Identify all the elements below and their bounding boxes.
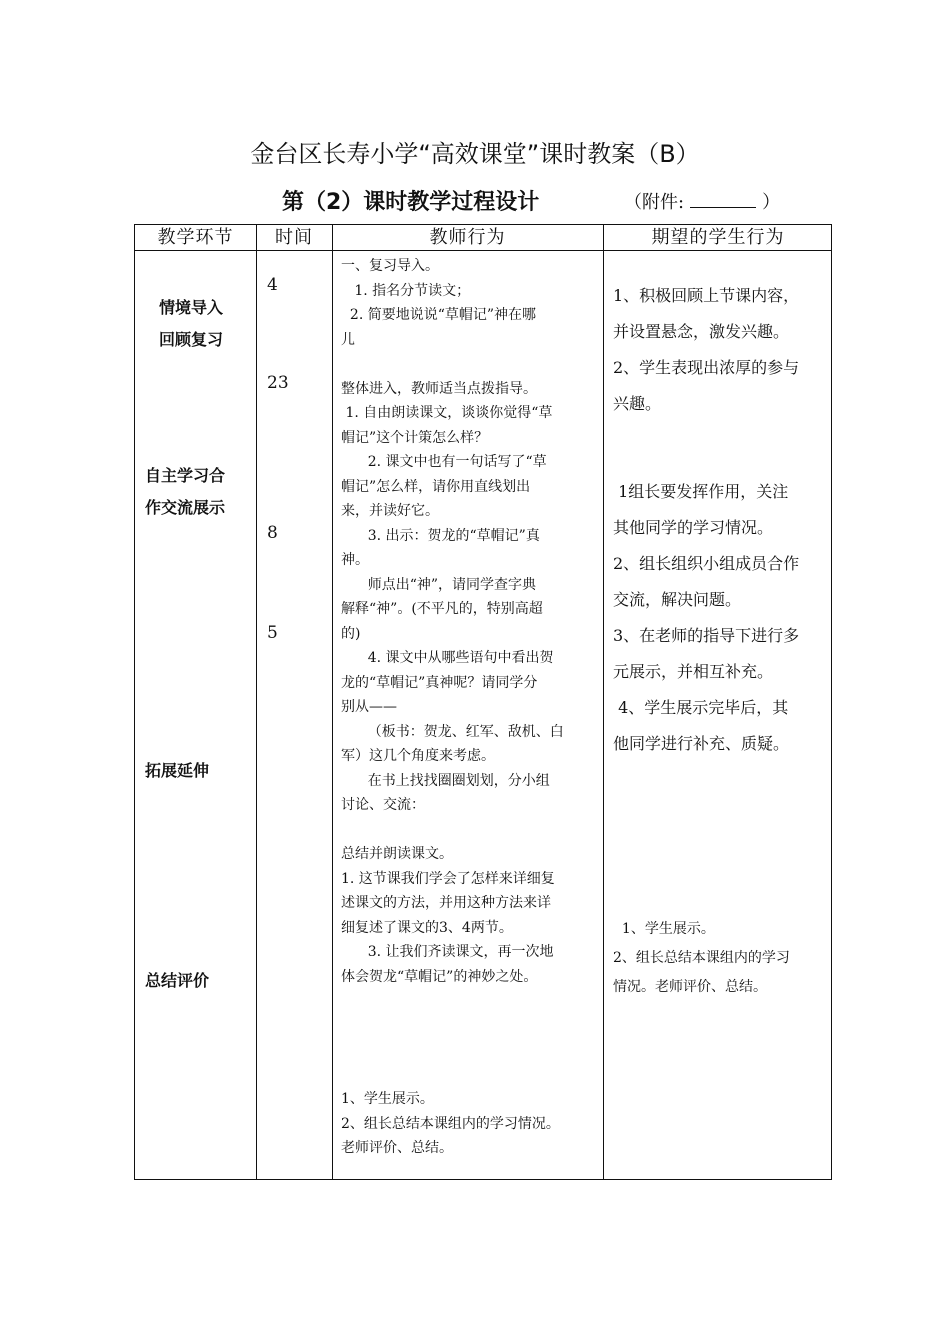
header-student: 期望的学生行为 [651, 227, 785, 248]
teacher-line: 师点出“神”，请同学查字典 [341, 576, 537, 593]
teacher-line: 3. 让我们齐读课文，再一次地 [341, 944, 554, 960]
teacher-line: 2. 简要地说说“草帽记”神在哪 [341, 307, 537, 323]
teacher-line [341, 1063, 603, 1088]
teacher-line: 神。 [341, 552, 369, 568]
student-line: 2、学生表现出浓厚的参与 [613, 358, 800, 377]
student-line: 1、学生展示。 [613, 921, 715, 937]
stage-intro [159, 292, 223, 356]
teacher-line: 帽记”这个计策怎么样？ [341, 429, 489, 446]
teacher-line: 解释“神”。(不平凡的，特别高超 [341, 601, 543, 617]
teacher-line: 4. 课文中从哪些语句中看出贺 [341, 650, 554, 666]
attachment-label: （附件: [624, 192, 685, 213]
teacher-line: 军）这几个角度来考虑。 [341, 748, 495, 764]
attachment-blank [690, 207, 756, 208]
teacher-line [341, 989, 603, 1014]
stage-self-study-line1: 自主学习合 [145, 466, 226, 485]
teacher-line: 细复述了课文的3、4两节。 [341, 919, 513, 936]
teacher-behavior [341, 254, 603, 1161]
column-divider [256, 225, 257, 1179]
student-line: 交流，解决问题。 [613, 590, 742, 609]
teacher-line: 别从—— [341, 699, 397, 715]
student-behavior-summary [613, 915, 790, 1002]
header-divider [135, 250, 831, 251]
teacher-line: 2. 课文中也有一句话写了“草 [341, 454, 547, 470]
teacher-line [341, 352, 603, 377]
header-time: 时间 [275, 227, 313, 248]
student-line: 元展示，并相互补充。 [613, 662, 774, 681]
time-value: 4 [267, 275, 278, 295]
teacher-line: 龙的“草帽记”真神呢？请同学分 [341, 674, 538, 691]
teacher-line: （板书：贺龙、红军、敌机、白 [341, 723, 564, 740]
student-behavior-study [613, 474, 799, 762]
student-behavior-intro [613, 278, 799, 422]
column-divider [332, 225, 333, 1179]
teacher-line: 3. 出示：贺龙的“草帽记”真 [341, 527, 540, 544]
time-value: 5 [267, 623, 278, 643]
teacher-line: 的) [341, 625, 361, 642]
teacher-line [341, 1014, 603, 1039]
teacher-line: 整体进入，教师适当点拨指导。 [341, 380, 537, 397]
document-title: 金台区长寿小学“高效课堂”课时教案（B） [250, 140, 700, 168]
time-value: 23 [267, 373, 289, 393]
student-line: 2、组长组织小组成员合作 [613, 554, 800, 573]
teacher-line: 1、学生展示。 [341, 1091, 434, 1107]
teacher-line: 1. 自由朗读课文，谈谈你觉得“草 [341, 405, 553, 421]
student-line: 他同学进行补充、质疑。 [613, 734, 790, 753]
student-line: 其他同学的学习情况。 [613, 518, 774, 537]
teacher-line: 体会贺龙“草帽记”的神妙之处。 [341, 968, 538, 985]
stage-self-study [145, 460, 225, 524]
teacher-line: 述课文的方法，并用这种方法来详 [341, 895, 551, 911]
header-teacher: 教师行为 [429, 227, 506, 248]
column-divider [603, 225, 604, 1179]
teacher-line: 1. 这节课我们学会了怎样来详细复 [341, 870, 555, 887]
student-line: 4、学生展示完毕后，其 [613, 698, 789, 717]
student-line: 3、在老师的指导下进行多 [613, 626, 800, 645]
student-line: 并设置悬念，激发兴趣。 [613, 322, 790, 341]
student-line: 情况。老师评价、总结。 [613, 979, 767, 995]
stage-intro-line2: 回顾复习 [159, 330, 224, 349]
stage-self-study-line2: 作交流展示 [145, 498, 226, 517]
stage-intro-line1: 情境导入 [159, 298, 224, 317]
student-line: 1组长要发挥作用，关注 [613, 482, 789, 501]
student-line: 2、组长总结本课组内的学习 [613, 950, 790, 966]
teacher-line: 帽记”怎么样，请你用直线划出 [341, 478, 531, 495]
stage-extension: 拓展延伸 [145, 761, 210, 780]
header-stage: 教学环节 [157, 227, 234, 248]
document-subtitle: 第（2）课时教学过程设计 [282, 190, 540, 215]
teacher-line [341, 1038, 603, 1063]
time-value: 8 [267, 523, 278, 543]
attachment-close: ） [762, 192, 781, 213]
teacher-line: 1. 指名分节读文； [341, 282, 471, 299]
lesson-plan-table [134, 224, 832, 1180]
teacher-line: 2、组长总结本课组内的学习情况。 [341, 1115, 560, 1132]
attachment-field [624, 188, 780, 214]
student-line: 兴趣。 [613, 394, 662, 413]
teacher-line: 来，并读好它。 [341, 503, 439, 519]
student-line: 1、积极回顾上节课内容， [613, 286, 800, 305]
teacher-line: 一、复习导入。 [341, 258, 439, 274]
teacher-line [341, 818, 603, 843]
teacher-line: 儿 [341, 331, 355, 348]
teacher-line: 讨论、交流： [341, 797, 425, 813]
teacher-line: 总结并朗读课文。 [341, 846, 453, 862]
teacher-line: 老师评价、总结。 [341, 1140, 453, 1156]
stage-summary: 总结评价 [145, 971, 210, 990]
teacher-line: 在书上找找圈圈划划，分小组 [341, 772, 550, 789]
